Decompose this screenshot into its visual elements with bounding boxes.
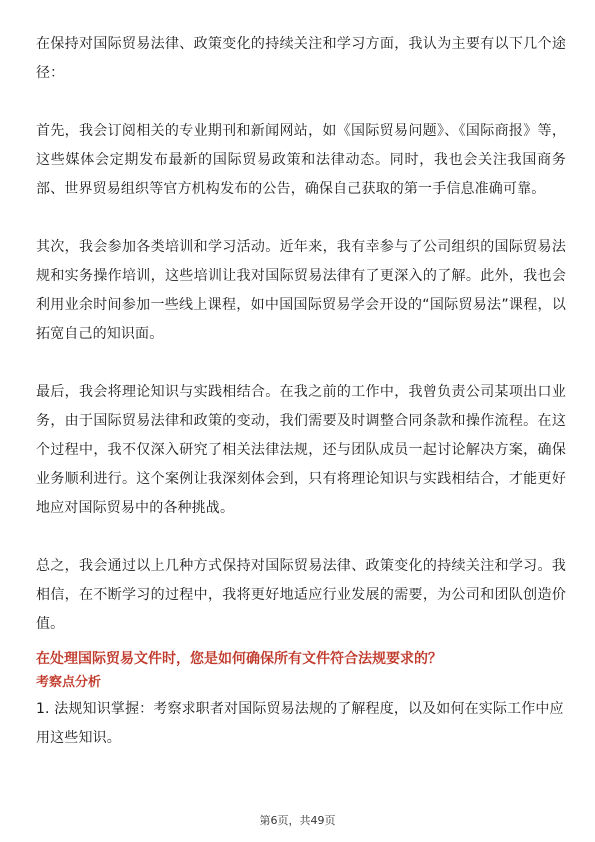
paragraph-first: 首先，我会订阅相关的专业期刊和新闻网站，如《国际贸易问题》、《国际商报》等，这些媒体会定期发布最新的国际贸易政策和法律动态。同时，我也会关注我国商务部、世界贸易组织等官方机构发布的公告，确保自己获取的第一手信息准确可靠。 <box>36 123 566 197</box>
analysis-item: 1. 法规知识掌握：考察求职者对国际贸易法规的了解程度，以及如何在实际工作中应用这些知识。 <box>36 701 564 746</box>
paragraph-spacer <box>36 349 566 378</box>
paragraph-intro: 在保持对国际贸易法律、政策变化的持续关注和学习方面，我认为主要有以下几个途径： <box>36 36 566 81</box>
document-body <box>36 30 566 753</box>
section-heading: 考察点分析 <box>36 675 102 690</box>
paragraph-third: 最后，我会将理论知识与实践相结合。在我之前的工作中，我曾负责公司某项出口业务，由于国际贸易法律和政策的变动，我们需要及时调整合同条款和操作流程。在这个过程中，我不仅深入研究了相关法律法规，还与团队成员一起讨论解决方案，确保业务顺利进行。这个案例让我深刻体会到，只有将理论知识与实践相结合，才能更好地应对国际贸易中的各种挑战。 <box>36 384 566 516</box>
paragraph-spacer <box>36 88 566 117</box>
paragraph-conclusion: 总之，我会通过以上几种方式保持对国际贸易法律、政策变化的持续关注和学习。我相信，在不断学习的过程中，我将更好地适应行业发展的需要，为公司和团队创造价值。 <box>36 558 566 632</box>
question-heading: 在处理国际贸易文件时，您是如何确保所有文件符合法规要求的？ <box>36 651 442 667</box>
paragraph-spacer <box>36 204 566 233</box>
paragraph-second: 其次，我会参加各类培训和学习活动。近年来，我有幸参与了公司组织的国际贸易法规和实务操作培训，这些培训让我对国际贸易法律有了更深入的了解。此外，我也会利用业余时间参加一些线上课程，如中国国际贸易学会开设的“国际贸易法”课程，以拓宽自己的知识面。 <box>36 239 566 342</box>
page-footer: 第6页，共49页 <box>259 814 336 827</box>
paragraph-spacer <box>36 523 566 552</box>
